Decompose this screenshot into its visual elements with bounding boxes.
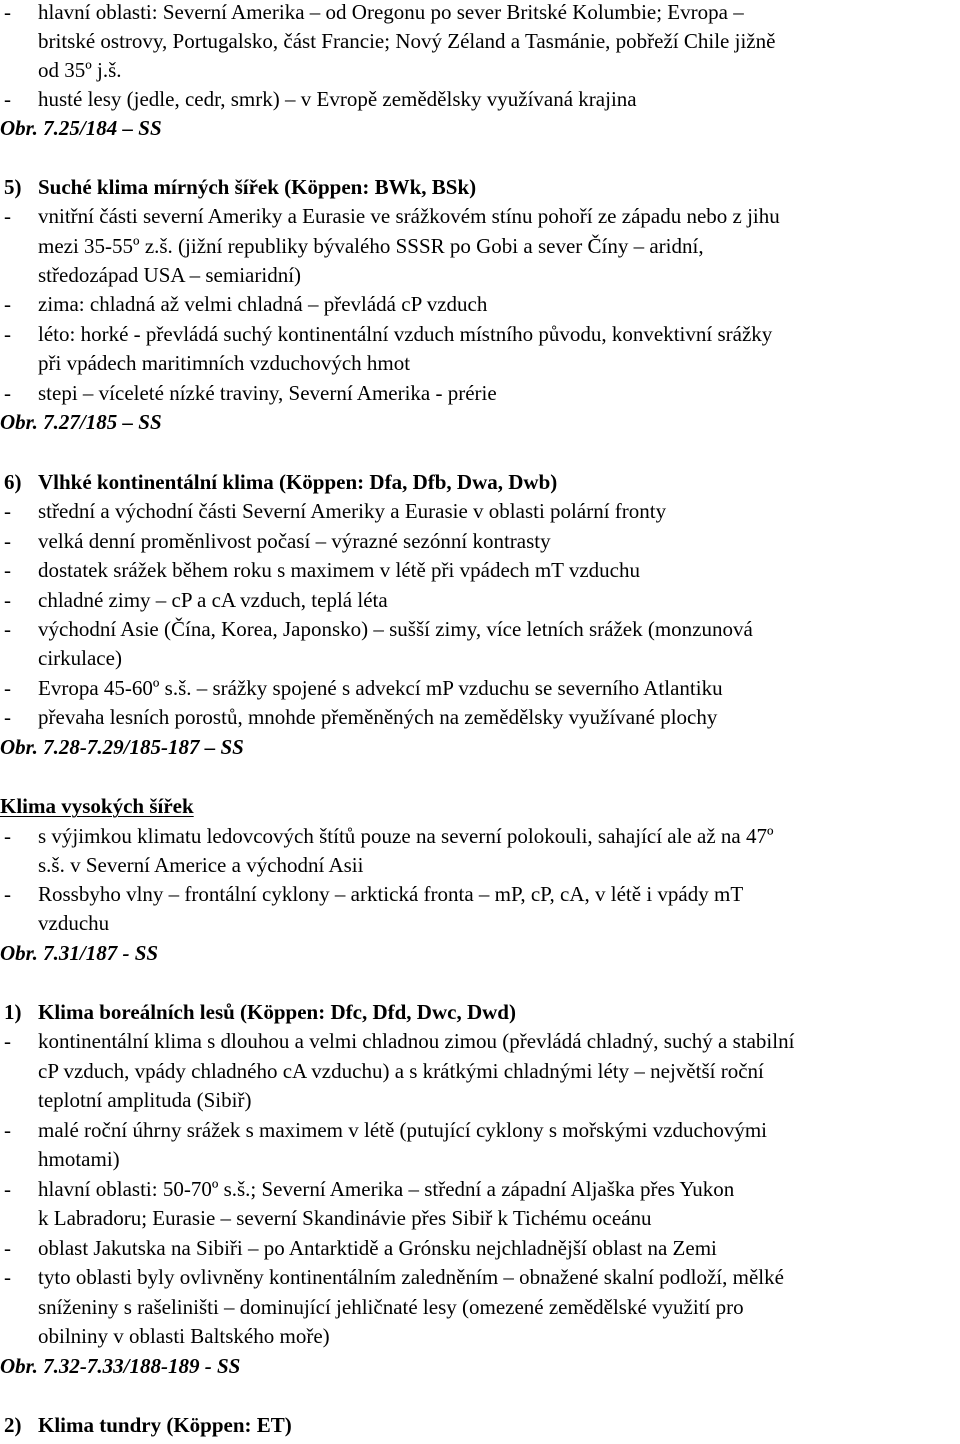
bullet-dash: - [4, 558, 11, 582]
bullet-text: teplotní amplituda (Sibiř) [38, 1088, 252, 1112]
bullet-dash: - [4, 529, 11, 553]
bullet-text: chladné zimy – cP a cA vzduch, teplá léta [38, 588, 388, 612]
section-number: 2) [4, 1413, 22, 1437]
section-title: Klima tundry (Köppen: ET) [38, 1413, 292, 1437]
bullet-text: hlavní oblasti: Severní Amerika – od Oregonu po sever Britské Kolumbie; Evropa – [38, 0, 744, 24]
bullet-dash: - [4, 1118, 11, 1142]
bullet-text: dostatek srážek během roku s maximem v létě při vpádech mT vzduchu [38, 558, 641, 582]
bullet-text: hmotami) [38, 1147, 120, 1171]
figure-reference-text: Obr. 7.31/187 - SS [0, 941, 159, 965]
bullet-text: s.š. v Severní Americe a východní Asii [38, 853, 364, 877]
section-number: 5) [4, 175, 22, 199]
bullet-text: britské ostrovy, Portugalsko, část Francie; Nový Zéland a Tasmánie, pobřeží Chile jižně [38, 29, 776, 53]
figure-reference-text: Obr. 7.25/184 – SS [0, 116, 162, 140]
section-title: Suché klima mírných šířek (Köppen: BWk, BSk) [38, 175, 477, 199]
bullet-text: sníženiny s rašeliništi – dominující jehličnaté lesy (omezené zemědělské využití pro [38, 1295, 744, 1319]
bullet-text: vnitřní části severní Ameriky a Eurasie ve srážkovém stínu pohoří ze západu nebo z jihu [38, 204, 780, 228]
bullet-text: tyto oblasti byly ovlivněny kontinentálním zaledněním – obnažené skalní podloží, mělké [38, 1265, 784, 1289]
bullet-text: husté lesy (jedle, cedr, smrk) – v Evropě zemědělsky využívaná krajina [38, 87, 637, 111]
bullet-dash: - [4, 588, 11, 612]
figure-reference-text: Obr. 7.28-7.29/185-187 – SS [0, 735, 244, 759]
section-number: 1) [4, 1000, 22, 1024]
bullet-dash: - [4, 705, 11, 729]
bullet-text: středozápad USA – semiaridní) [38, 263, 302, 287]
bullet-dash: - [4, 617, 11, 641]
bullet-text: oblast Jakutska na Sibiři – po Antarktidě a Grónsku nejchladnější oblast na Zemi [38, 1236, 717, 1260]
bullet-text: mezi 35-55º z.š. (jižní republiky bývalého SSSR po Gobi a sever Číny – aridní, [38, 234, 704, 258]
bullet-dash: - [4, 292, 11, 316]
bullet-text: Evropa 45-60º s.š. – srážky spojené s advekcí mP vzduchu se severního Atlantiku [38, 676, 723, 700]
bullet-text: obilniny v oblasti Baltského moře) [38, 1324, 330, 1348]
bullet-dash: - [4, 87, 11, 111]
bullet-text: cP vzduch, vpády chladného cA vzduchu) a s krátkými chladnými léty – největší roční [38, 1059, 764, 1083]
bullet-dash: - [4, 1177, 11, 1201]
bullet-text: s výjimkou klimatu ledovcových štítů pouze na severní polokouli, sahající ale až na 47º [38, 824, 774, 848]
bullet-text: k Labradoru; Eurasie – severní Skandinávie přes Sibiř k Tichému oceánu [38, 1206, 652, 1230]
bullet-dash: - [4, 882, 11, 906]
figure-reference-text: Obr. 7.27/185 – SS [0, 410, 162, 434]
bullet-text: střední a východní části Severní Ameriky a Eurasie v oblasti polární fronty [38, 499, 667, 523]
section-number: 6) [4, 470, 22, 494]
bullet-text: léto: horké - převládá suchý kontinentální vzduch místního původu, konvektivní srážky [38, 322, 773, 346]
bullet-text: hlavní oblasti: 50-70º s.š.; Severní Amerika – střední a západní Aljaška přes Yukon [38, 1177, 735, 1201]
bullet-dash: - [4, 322, 11, 346]
bullet-dash: - [4, 204, 11, 228]
bullet-dash: - [4, 0, 11, 24]
bullet-dash: - [4, 824, 11, 848]
bullet-dash: - [4, 676, 11, 700]
chapter-title: Klima vysokých šířek [0, 794, 194, 818]
bullet-dash: - [4, 1265, 11, 1289]
bullet-text: velká denní proměnlivost počasí – výrazné sezónní kontrasty [38, 529, 551, 553]
bullet-dash: - [4, 381, 11, 405]
bullet-text: zima: chladná až velmi chladná – převládá cP vzduch [38, 292, 488, 316]
section-title: Klima boreálních lesů (Köppen: Dfc, Dfd, Dwc, Dwd) [38, 1000, 516, 1024]
bullet-text: stepi – víceleté nízké traviny, Severní Amerika - prérie [38, 381, 497, 405]
bullet-dash: - [4, 1029, 11, 1053]
bullet-text: východní Asie (Čína, Korea, Japonsko) – sušší zimy, více letních srážek (monzunová [38, 617, 753, 641]
bullet-text: při vpádech maritimních vzduchových hmot [38, 351, 411, 375]
section-title: Vlhké kontinentální klima (Köppen: Dfa, Dfb, Dwa, Dwb) [38, 470, 558, 494]
figure-reference-text: Obr. 7.32-7.33/188-189 - SS [0, 1354, 241, 1378]
bullet-text: kontinentální klima s dlouhou a velmi chladnou zimou (převládá chladný, suchý a stabilní [38, 1029, 795, 1053]
bullet-text: malé roční úhrny srážek s maximem v létě (putující cyklony s mořskými vzduchovými [38, 1118, 768, 1142]
bullet-text: od 35º j.š. [38, 58, 122, 82]
bullet-text: vzduchu [38, 911, 110, 935]
bullet-text: Rossbyho vlny – frontální cyklony – arktická fronta – mP, cP, cA, v létě i vpády mT [38, 882, 744, 906]
bullet-dash: - [4, 499, 11, 523]
bullet-text: převaha lesních porostů, mnohde přeměněných na zemědělsky využívané plochy [38, 705, 718, 729]
bullet-dash: - [4, 1236, 11, 1260]
bullet-text: cirkulace) [38, 646, 122, 670]
